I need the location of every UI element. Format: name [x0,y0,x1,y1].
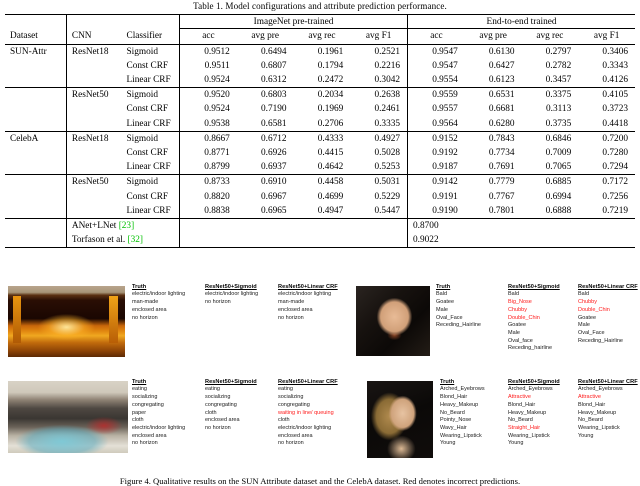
cell-dataset [5,175,66,190]
attribute-list [578,291,640,345]
attribute-item: socializing [205,394,231,401]
attribute-item: congregating [205,401,237,408]
cell-metric: 0.3335 [374,118,401,129]
table-row [5,59,635,73]
cell-metric: 0.7200 [602,133,628,144]
cell-metric: 0.9190 [408,204,465,219]
cell-metric: 0.8667 [180,131,237,146]
cell-metric: 0.4642 [317,162,344,173]
cell-dataset [5,59,66,73]
cell-metric: 0.6807 [260,60,287,71]
cell-dataset [5,160,66,175]
cell-cnn [66,160,121,175]
table-row [5,146,635,160]
row1-left-truth-column [132,284,210,322]
attribute-item: Wearing_Lipstick [508,432,550,439]
cell-metric: 0.1961 [317,46,344,57]
cell-metric: 0.9192 [408,146,465,160]
cell-metric: 0.9554 [408,73,465,88]
attribute-item: congregating [132,401,164,408]
cell-metric: 0.9142 [408,175,465,190]
cell-classifier: Linear CRF [126,118,171,129]
results-table [5,14,635,248]
woman-portrait-photo [367,381,433,458]
row2-right-truth-column [440,379,506,448]
attribute-item: congregating [278,401,310,408]
cell-metric: 0.7779 [488,177,515,188]
cell-reference-value: 0.9022 [408,233,635,248]
cell-metric: 0.7065 [545,162,572,173]
cell-metric: 0.5253 [374,162,401,173]
column-header-linear-crf: ResNet50+Linear CRF [278,284,338,290]
results-table-container [5,14,635,248]
figure-caption: Figure 4. Qualitative results on the SUN Attribute dataset and the CelebA dataset. Red denotes incorrect predictions. [119,476,521,486]
col-header-cnn: CNN [66,29,121,44]
attribute-item: Goatee [436,299,455,306]
col-header-classifier: Classifier [126,31,163,42]
cell-metric: 0.6888 [545,205,572,216]
attribute-list [508,386,578,448]
cell-metric: 0.6926 [260,147,287,158]
cell-cnn [66,189,121,203]
attribute-item: eating [278,386,293,393]
cell-metric: 0.9547 [408,59,465,73]
row2-left-truth-column [132,379,210,448]
attribute-item: Goatee [508,322,527,329]
cell-dataset [5,117,66,132]
cell-metric: 0.1794 [317,60,344,71]
cell-metric: 0.7734 [488,147,515,158]
table-row [5,204,635,219]
col-header-avg-F1: avg F1 [593,31,620,42]
attribute-item: enclosed area [205,417,240,424]
col-header-acc: acc [408,29,465,44]
cell-metric: 0.9564 [408,117,465,132]
cell-cnn: ResNet18 [66,44,121,59]
cell-metric: 0.9547 [408,44,465,59]
cell-dataset [5,204,66,219]
attribute-item: Receding_Hairline [578,337,623,344]
column-header-truth: Truth [132,284,147,290]
row1-right-linearcrf-column [578,284,640,345]
cell-metric: 0.4699 [317,191,344,202]
table-reference-row [5,233,635,248]
col-header-dataset: Dataset [10,31,38,42]
cell-classifier: Linear CRF [126,162,171,173]
attribute-list [436,291,502,330]
cell-metric: 0.6994 [545,191,572,202]
cell-metric: 0.5028 [374,147,401,158]
column-header-linear-crf: ResNet50+Linear CRF [578,379,638,385]
cell-metric: 0.6885 [545,177,572,188]
attribute-item: socializing [132,394,158,401]
cell-cnn [66,117,121,132]
table-group-header-row [5,15,635,29]
cell-metric: 0.9511 [180,59,237,73]
attribute-item: Double_Chin [578,306,610,313]
column-header-sigmoid: ResNet50+Sigmoid [508,379,560,385]
group-header-endtoend: End-to-end trained [408,15,635,29]
cell-classifier: Const CRF [126,191,169,202]
cell-metric: 0.7280 [602,147,628,158]
attribute-item: Wavy_Hair [440,424,467,431]
cell-metric: 0.6531 [488,90,515,101]
cell-metric: 0.7219 [602,205,628,216]
attribute-item: electric/indoor lighting [278,424,332,431]
table-row [5,44,635,59]
attribute-item: Big_Nose [508,299,532,306]
table-row [5,175,635,190]
cell-dataset [5,146,66,160]
attribute-item: enclosed area [278,432,313,439]
attribute-item: No_Beard [578,417,603,424]
attribute-item: Oval_Face [436,314,463,321]
attribute-item: Wearing_Lipstick [440,432,482,439]
cell-metric: 0.3113 [546,104,572,115]
attribute-item: enclosed area [278,306,313,313]
col-header-acc: acc [180,29,237,44]
cell-metric: 0.2706 [317,118,344,129]
table-column-header-row [5,29,635,44]
cell-metric: 0.6123 [488,75,515,86]
cell-dataset [5,102,66,116]
cell-metric: 0.7691 [488,162,515,173]
attribute-item: Straight_Hair [508,424,541,431]
cell-metric: 0.2638 [374,90,401,101]
cell-metric: 0.9557 [408,102,465,116]
attribute-list [278,386,364,448]
attribute-list [578,386,640,440]
cell-classifier: Const CRF [126,147,169,158]
cell-metric: 0.4458 [317,177,344,188]
cell-metric: 0.8838 [180,204,237,219]
cell-metric: 0.2461 [374,104,401,115]
cell-metric: 0.7256 [602,191,628,202]
cell-metric: 0.6312 [260,75,287,86]
attribute-item: Attractive [578,394,601,401]
table-row [5,102,635,116]
cell-metric: 0.6937 [260,162,287,173]
attribute-item: Heavy_Makeup [440,401,479,408]
attribute-item: man-made [132,299,159,306]
cell-metric: 0.6910 [260,177,287,188]
attribute-list [440,386,506,448]
group-header-imagenet: ImageNet pre-trained [180,15,408,29]
cell-metric: 0.5031 [374,177,401,188]
attribute-item: Goatee [578,314,597,321]
cell-metric: 0.4947 [317,205,344,216]
column-header-truth: Truth [132,379,147,385]
cell-metric: 0.2782 [545,60,572,71]
theater-stage-photo [8,286,125,357]
attribute-item: Heavy_Makeup [508,409,547,416]
attribute-item: Heavy_Makeup [578,409,617,416]
cell-metric: 0.2034 [317,90,344,101]
attribute-item: electric/indoor lighting [278,291,332,298]
column-header-truth: Truth [436,284,451,290]
attribute-item: Bald [508,291,520,298]
attribute-item: No_Beard [508,417,533,424]
attribute-item: Chubby [508,306,527,313]
cell-metric: 0.9191 [408,189,465,203]
attribute-item: Young [440,440,456,447]
column-header-linear-crf: ResNet50+Linear CRF [578,284,638,290]
cell-metric: 0.6965 [260,205,287,216]
table-caption: Table 1. Model configurations and attribute prediction performance. [193,1,447,11]
cell-metric: 0.6846 [545,133,572,144]
cell-metric: 0.7172 [602,177,628,188]
table-row [5,131,635,146]
row1-left-linearcrf-column [278,284,362,322]
cell-cnn [66,73,121,88]
col-header-avg-pre: avg pre [251,31,279,42]
attribute-item: Arched_Eyebrows [578,386,623,393]
attribute-item: Bald [436,291,448,298]
attribute-item: paper [132,409,147,416]
cell-metric: 0.8820 [180,189,237,203]
table-row [5,117,635,132]
cell-classifier: Sigmoid [126,177,159,188]
cell-metric: 0.6712 [260,133,287,144]
cell-dataset [5,189,66,203]
cell-metric: 0.2521 [374,46,401,57]
row2-right-linearcrf-column [578,379,640,440]
row2-right-sigmoid-column [508,379,578,448]
table-row [5,160,635,175]
row1-left-sigmoid-column [205,284,285,307]
cell-metric: 0.4126 [602,75,628,86]
cell-classifier: Linear CRF [126,205,171,216]
cell-reference-value: 0.8700 [408,218,635,233]
cell-metric: 0.6427 [488,60,515,71]
cell-metric: 0.4927 [374,133,401,144]
col-header-avg-rec: avg rec [536,31,564,42]
banquet-dinner-photo [8,381,128,453]
cell-cnn [66,59,121,73]
cell-cnn: ResNet50 [66,88,121,103]
cell-metric: 0.4105 [602,90,628,101]
row2-left-linearcrf-column [278,379,364,448]
cell-metric: 0.5447 [374,205,401,216]
cell-cnn [66,102,121,116]
cell-metric: 0.3343 [602,60,628,71]
cell-metric: 0.9524 [180,73,237,88]
attribute-item: no horizon [205,299,231,306]
attribute-list [132,386,210,448]
cell-dataset: CelebA [10,133,39,144]
cell-metric: 0.8799 [180,160,237,175]
cell-classifier: Sigmoid [126,90,159,101]
cell-reference-label: ANet+LNet [23] [66,218,179,233]
cell-metric: 0.6803 [260,90,287,101]
cell-cnn [66,146,121,160]
attribute-list [278,291,362,322]
cell-metric: 0.9559 [408,88,465,103]
cell-dataset: SUN-Attr [10,46,47,57]
row1-right-sigmoid-column [508,284,580,353]
table-row [5,73,635,88]
cell-metric: 0.9538 [180,117,237,132]
cell-metric: 0.9152 [408,131,465,146]
cell-classifier: Sigmoid [126,46,159,57]
cell-metric: 0.6280 [488,118,515,129]
attribute-list [205,386,285,432]
table-reference-row [5,218,635,233]
cell-metric: 0.3735 [545,118,572,129]
citation-link[interactable]: [32] [127,235,144,246]
attribute-item: no horizon [278,440,304,447]
cell-metric: 0.2797 [545,46,572,57]
cell-metric: 0.7843 [488,133,515,144]
attribute-item: waiting in line/ queuing [278,409,334,416]
attribute-item: Receding_hairline [508,345,553,352]
attribute-item: Male [578,322,590,329]
attribute-item: Young [578,432,594,439]
attribute-item: Attractive [508,394,531,401]
cell-metric: 0.7009 [545,147,572,158]
cell-metric: 0.6130 [488,46,515,57]
column-header-truth: Truth [440,379,455,385]
cell-dataset [5,88,66,103]
attribute-list [508,291,580,353]
column-header-sigmoid: ResNet50+Sigmoid [508,284,560,290]
cell-metric: 0.5229 [374,191,401,202]
attribute-item: Oval_Face [578,329,605,336]
cell-classifier: Sigmoid [126,133,159,144]
cell-metric: 0.2216 [374,60,401,71]
cell-metric: 0.6967 [260,191,287,202]
cell-metric: 0.4418 [602,118,628,129]
attribute-item: no horizon [278,314,304,321]
cell-metric: 0.1969 [317,104,344,115]
attribute-item: no horizon [132,440,158,447]
attribute-item: eating [205,386,220,393]
col-header-avg-F1: avg F1 [365,31,392,42]
column-header-sigmoid: ResNet50+Sigmoid [205,379,257,385]
attribute-list [205,291,285,306]
cell-dataset [5,73,66,88]
example-row-2 [0,376,640,468]
cell-reference-label: Torfason et al. [32] [66,233,179,248]
attribute-item: man-made [278,299,305,306]
example-row-1 [0,281,640,373]
cell-metric: 0.7190 [260,104,287,115]
cell-cnn: ResNet18 [66,131,121,146]
row2-left-sigmoid-column [205,379,285,433]
table-row [5,189,635,203]
attribute-item: electric/indoor lighting [132,424,186,431]
attribute-item: cloth [205,409,217,416]
cell-metric: 0.6581 [260,118,287,129]
column-header-sigmoid: ResNet50+Sigmoid [205,284,257,290]
attribute-item: Chubby [578,299,597,306]
attribute-item: Double_Chin [508,314,540,321]
cell-metric: 0.9524 [180,102,237,116]
attribute-item: electric/indoor lighting [132,291,186,298]
cell-metric: 0.9512 [180,44,237,59]
attribute-item: no horizon [132,314,158,321]
cell-metric: 0.3042 [374,75,401,86]
attribute-item: enclosed area [132,432,167,439]
cell-metric: 0.9520 [180,88,237,103]
row1-right-truth-column [436,284,502,330]
col-header-avg-pre: avg pre [479,31,507,42]
attribute-list [132,291,210,322]
attribute-item: Receding_Hairline [436,322,481,329]
cell-metric: 0.8771 [180,146,237,160]
cell-metric: 0.4333 [317,133,344,144]
cell-classifier: Const CRF [126,60,169,71]
qualitative-examples [0,281,640,466]
attribute-item: Young [508,440,524,447]
citation-link[interactable]: [23] [118,220,135,231]
attribute-item: Blond_Hair [508,401,536,408]
cell-metric: 0.3723 [602,104,628,115]
cell-metric: 0.4415 [317,147,344,158]
table-row [5,88,635,103]
attribute-item: Wearing_Lipstick [578,424,620,431]
cell-metric: 0.8733 [180,175,237,190]
attribute-item: Male [436,306,448,313]
cell-classifier: Linear CRF [126,75,171,86]
cell-classifier: Const CRF [126,104,169,115]
attribute-item: Arched_Eyebrows [508,386,553,393]
attribute-item: electric/indoor lighting [205,291,259,298]
column-header-linear-crf: ResNet50+Linear CRF [278,379,338,385]
attribute-item: Male [508,329,520,336]
attribute-item: Pointy_Nose [440,417,472,424]
attribute-item: Oval_face [508,337,533,344]
cell-metric: 0.6494 [260,46,287,57]
attribute-item: cloth [278,417,290,424]
attribute-item: enclosed area [132,306,167,313]
cell-cnn [66,204,121,219]
cell-cnn: ResNet50 [66,175,121,190]
cell-metric: 0.7801 [488,205,515,216]
attribute-item: Blond_Hair [578,401,606,408]
attribute-item: Arched_Eyebrows [440,386,485,393]
attribute-item: eating [132,386,147,393]
attribute-item: Blond_Hair [440,394,468,401]
cell-metric: 0.2472 [317,75,344,86]
cell-metric: 0.7294 [602,162,628,173]
col-header-avg-rec: avg rec [308,31,336,42]
attribute-item: No_Beard [440,409,465,416]
cell-metric: 0.3457 [545,75,572,86]
attribute-item: cloth [132,417,144,424]
man-portrait-photo [356,286,430,356]
attribute-item: Bald [578,291,590,298]
cell-metric: 0.6681 [488,104,515,115]
cell-metric: 0.3406 [602,46,628,57]
attribute-item: socializing [278,394,304,401]
cell-metric: 0.3375 [545,90,572,101]
cell-metric: 0.9187 [408,160,465,175]
attribute-item: no horizon [205,424,231,431]
cell-metric: 0.7767 [488,191,515,202]
